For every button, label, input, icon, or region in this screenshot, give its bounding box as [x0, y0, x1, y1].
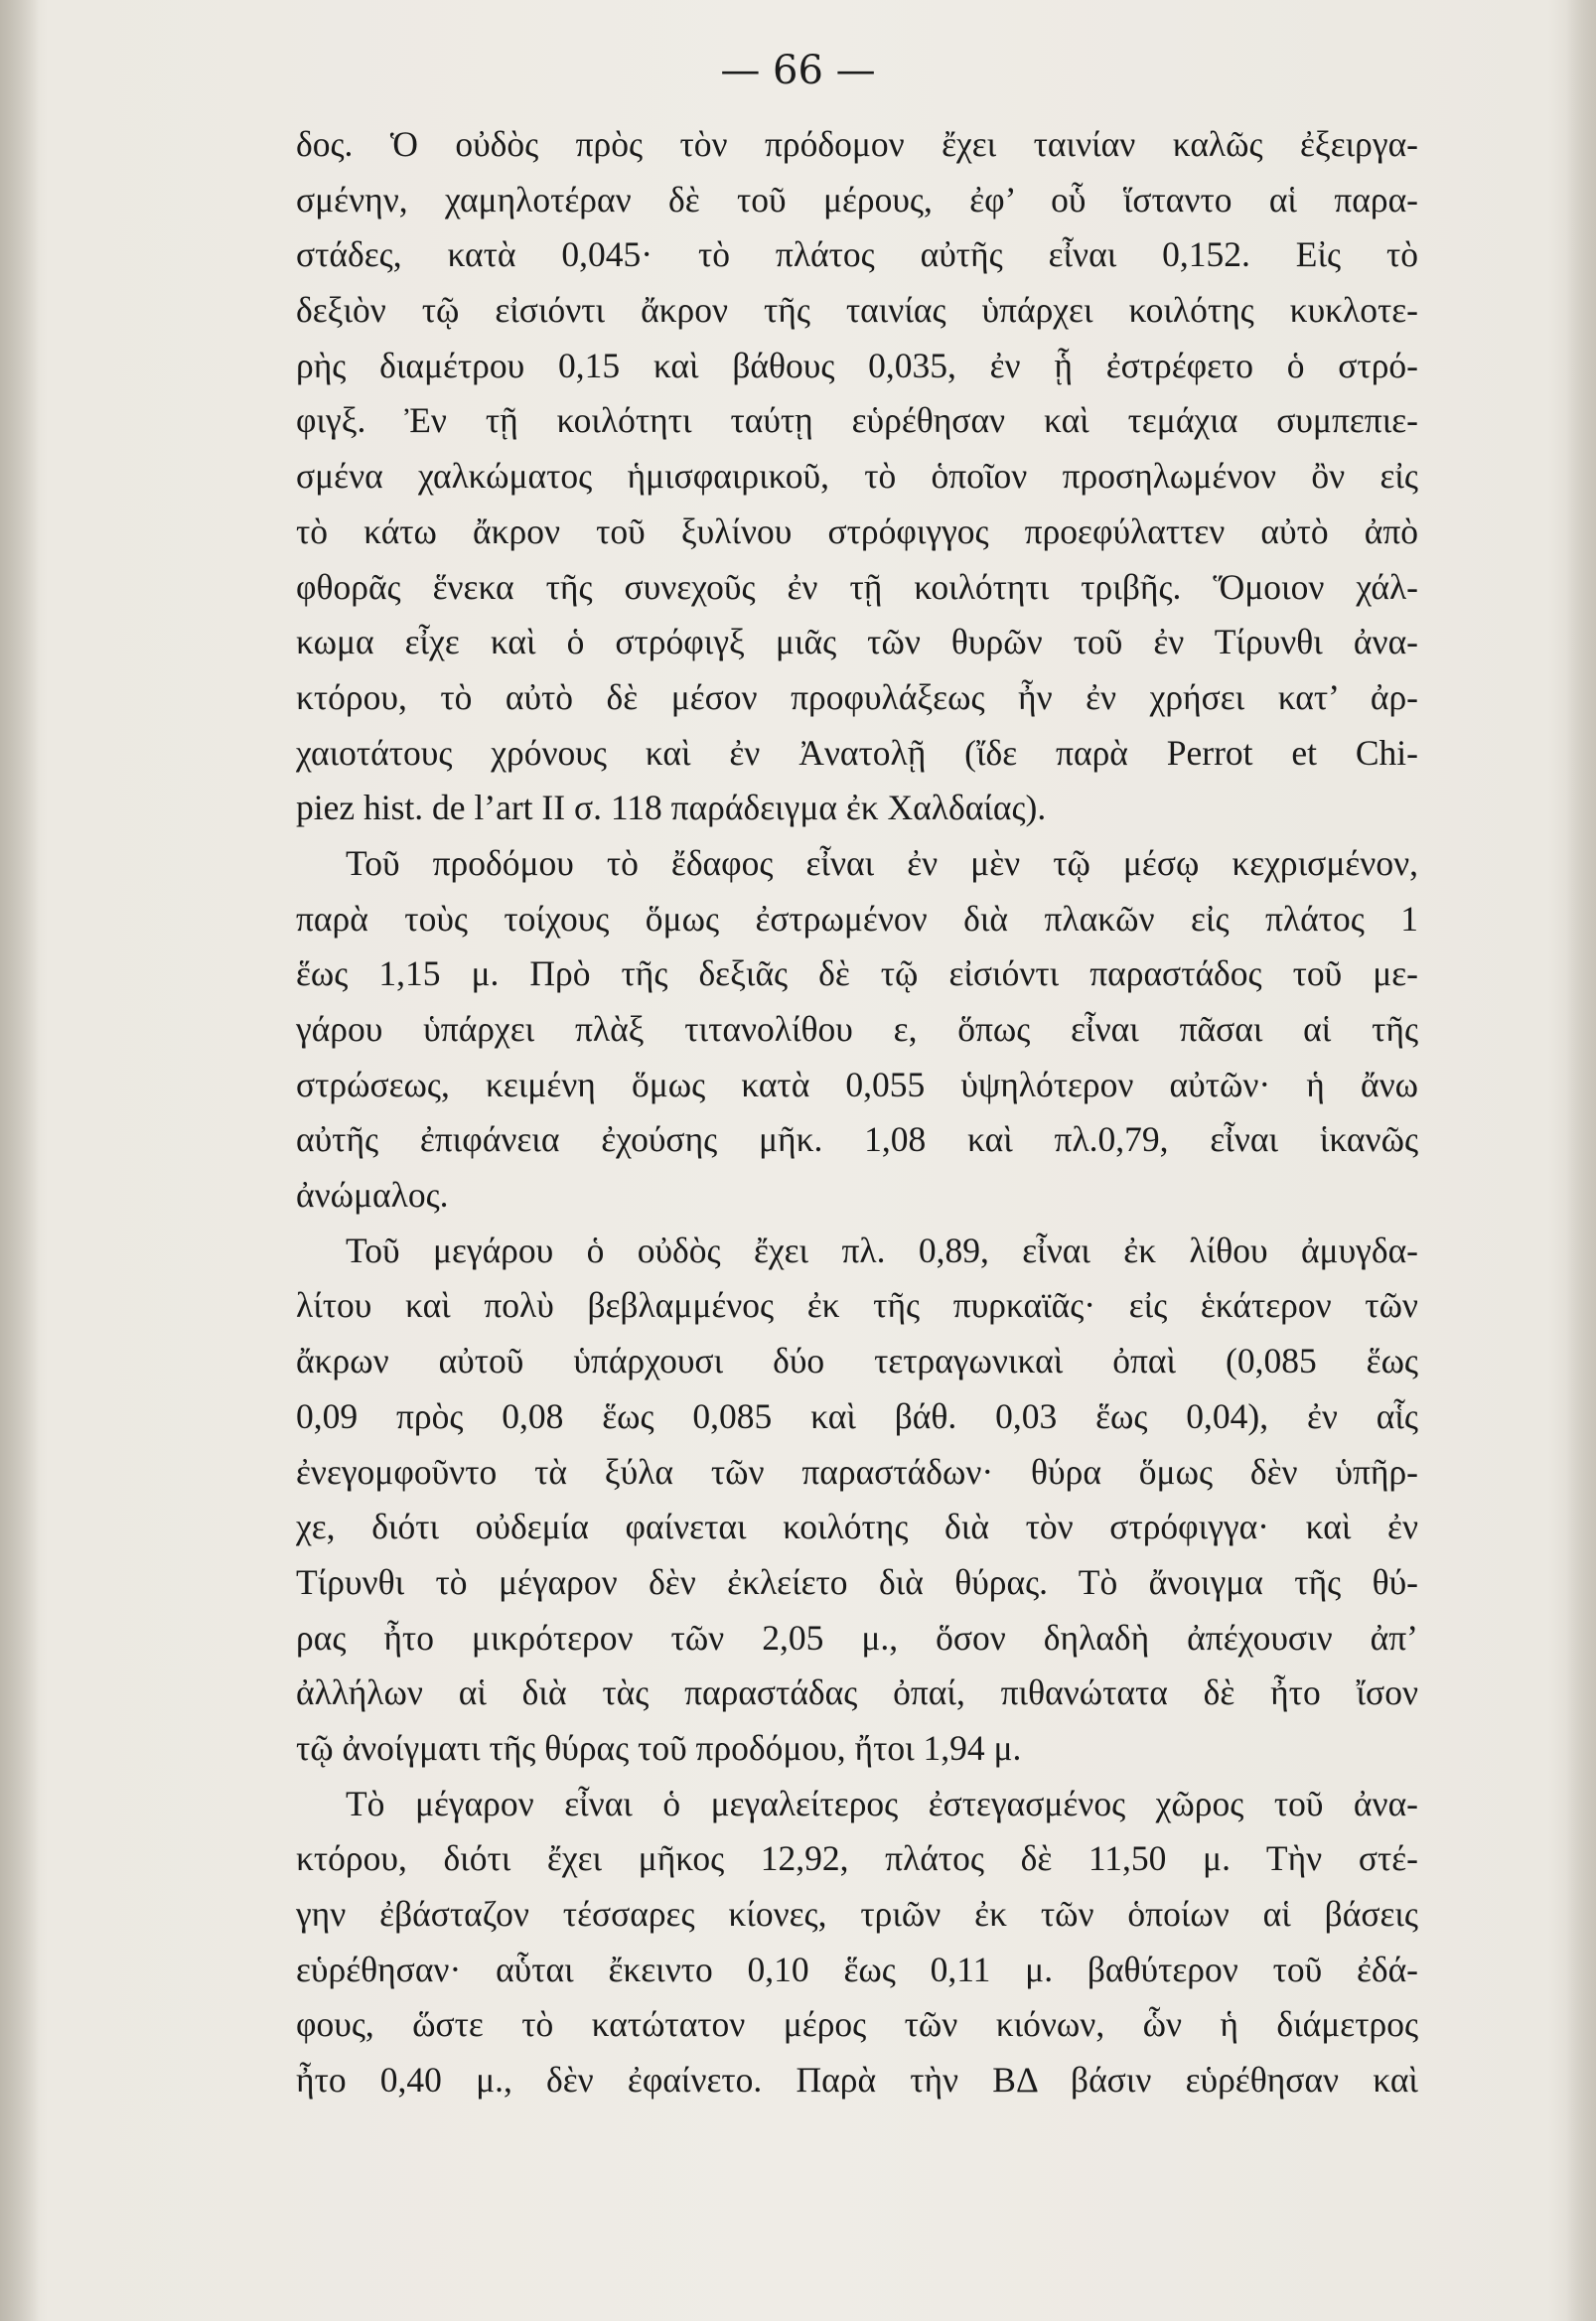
page-number: — 66 —: [720, 48, 876, 93]
text-line: σμένην, χαμηλοτέραν δὲ τοῦ μέρους, ἐφ’ οὗ ἵσταντο αἱ παρα-: [296, 179, 1418, 219]
page-edge-shadow-left: [0, 0, 40, 2321]
text-line: χαιοτάτους χρόνους καὶ ἐν Ἀνατολῇ (ἴδε παρὰ Perrot et Chi-: [296, 732, 1418, 773]
text-line: ἀνώμαλος.: [296, 1175, 449, 1216]
text-line: ρὴς διαμέτρου 0,15 καὶ βάθους 0,035, ἐν ᾗ ἐστρέφετο ὁ στρό-: [296, 345, 1418, 385]
text-line: φθορᾶς ἕνεκα τῆς συνεχοῦς ἐν τῇ κοιλότητι τριβῆς. Ὅμοιον χάλ-: [296, 566, 1418, 607]
body-text: [296, 117, 1418, 2108]
text-line: φους, ὥστε τὸ κατώτατον μέρος τῶν κιόνων, ὧν ἡ διάμετρος: [296, 2004, 1418, 2045]
text-line: ἦτο 0,40 μ., δὲν ἐφαίνετο. Παρὰ τὴν ΒΔ βάσιν εὑρέθησαν καὶ: [296, 2060, 1418, 2101]
text-line: piez hist. de l’art II σ. 118 παράδειγμα ἐκ Χαλδαίας).: [296, 788, 1047, 828]
text-line: φιγξ. Ἐν τῇ κοιλότητι ταύτῃ εὑρέθησαν καὶ τεμάχια συμπεπιε-: [296, 400, 1418, 441]
text-line: στρώσεως, κειμένη ὅμως κατὰ 0,055 ὑψηλότερον αὐτῶν· ἡ ἄνω: [296, 1064, 1418, 1104]
text-line: αὐτῆς ἐπιφάνεια ἐχούσης μῆκ. 1,08 καὶ πλ.0,79, εἶναι ἱκανῶς: [296, 1119, 1418, 1160]
text-line: Τοῦ μεγάρου ὁ οὐδὸς ἔχει πλ. 0,89, εἶναι ἐκ λίθου ἀμυγδα-: [346, 1230, 1418, 1270]
text-line: κωμα εἶχε καὶ ὁ στρόφιγξ μιᾶς τῶν θυρῶν τοῦ ἐν Τίρυνθι ἀνα-: [296, 622, 1418, 662]
text-line: Τὸ μέγαρον εἶναι ὁ μεγαλείτερος ἐστεγασμένος χῶρος τοῦ ἀνα-: [346, 1783, 1418, 1823]
text-line: λίτου καὶ πολὺ βεβλαμμένος ἐκ τῆς πυρκαϊᾶς· εἰς ἑκάτερον τῶν: [296, 1285, 1418, 1326]
text-line: 0,09 πρὸς 0,08 ἕως 0,085 καὶ βάθ. 0,03 ἕως 0,04), ἐν αἷς: [296, 1395, 1418, 1436]
text-line: ἕως 1,15 μ. Πρὸ τῆς δεξιᾶς δὲ τῷ εἰσιόντι παραστάδος τοῦ με-: [296, 953, 1418, 994]
text-line: κτόρου, τὸ αὐτὸ δὲ μέσον προφυλάξεως ἦν ἐν χρήσει κατ’ ἀρ-: [296, 676, 1418, 717]
text-line: κτόρου, διότι ἔχει μῆκος 12,92, πλάτος δὲ 11,50 μ. Τὴν στέ-: [296, 1838, 1418, 1879]
text-line: γην ἐβάσταζον τέσσαρες κίονες, τριῶν ἐκ τῶν ὁποίων αἱ βάσεις: [296, 1894, 1418, 1934]
text-line: σμένα χαλκώματος ἡμισφαιρικοῦ, τὸ ὁποῖον προσηλωμένον ὂν εἰς: [296, 456, 1418, 497]
text-line: ἄκρων αὐτοῦ ὑπάρχουσι δύο τετραγωνικαὶ ὀπαὶ (0,085 ἕως: [296, 1341, 1418, 1381]
text-line: ρας ἦτο μικρότερον τῶν 2,05 μ., ὅσον δηλαδὴ ἀπέχουσιν ἀπ’: [296, 1617, 1418, 1658]
text-line: τῷ ἀνοίγματι τῆς θύρας τοῦ προδόμου, ἤτοι 1,94 μ.: [296, 1727, 1022, 1768]
text-line: παρὰ τοὺς τοίχους ὅμως ἐστρωμένον διὰ πλακῶν εἰς πλάτος 1: [296, 898, 1418, 939]
text-line: γάρου ὑπάρχει πλὰξ τιτανολίθου ε, ὅπως εἶναι πᾶσαι αἱ τῆς: [296, 1009, 1418, 1049]
text-line: δεξιὸν τῷ εἰσιόντι ἄκρον τῆς ταινίας ὑπάρχει κοιλότης κυκλοτε-: [296, 290, 1418, 331]
text-line: Τίρυνθι τὸ μέγαρον δὲν ἐκλείετο διὰ θύρας. Τὸ ἄνοιγμα τῆς θύ-: [296, 1561, 1418, 1602]
text-line: εὑρέθησαν· αὗται ἔκειντο 0,10 ἕως 0,11 μ. βαθύτερον τοῦ ἐδά-: [296, 1949, 1418, 1989]
text-line: ἐνεγομφοῦντο τὰ ξύλα τῶν παραστάδων· θύρα ὅμως δὲν ὑπῆρ-: [296, 1451, 1418, 1492]
text-line: δος. Ὁ οὐδὸς πρὸς τὸν πρόδομον ἔχει ταινίαν καλῶς ἐξειργα-: [296, 124, 1418, 164]
text-line: στάδες, κατὰ 0,045· τὸ πλάτος αὐτῆς εἶναι 0,152. Εἰς τὸ: [296, 234, 1418, 275]
text-line: χε, διότι οὐδεμία φαίνεται κοιλότης διὰ τὸν στρόφιγγα· καὶ ἐν: [296, 1507, 1418, 1547]
text-line: ἀλλήλων αἱ διὰ τὰς παραστάδας ὀπαί, πιθανώτατα δὲ ἦτο ἴσον: [296, 1672, 1418, 1713]
page-edge-shadow-right: [1566, 0, 1596, 2321]
text-line: τὸ κάτω ἄκρον τοῦ ξυλίνου στρόφιγγος προεφύλαττεν αὐτὸ ἀπὸ: [296, 510, 1418, 551]
text-line: Τοῦ προδόμου τὸ ἔδαφος εἶναι ἐν μὲν τῷ μέσῳ κεχρισμένον,: [346, 842, 1418, 883]
